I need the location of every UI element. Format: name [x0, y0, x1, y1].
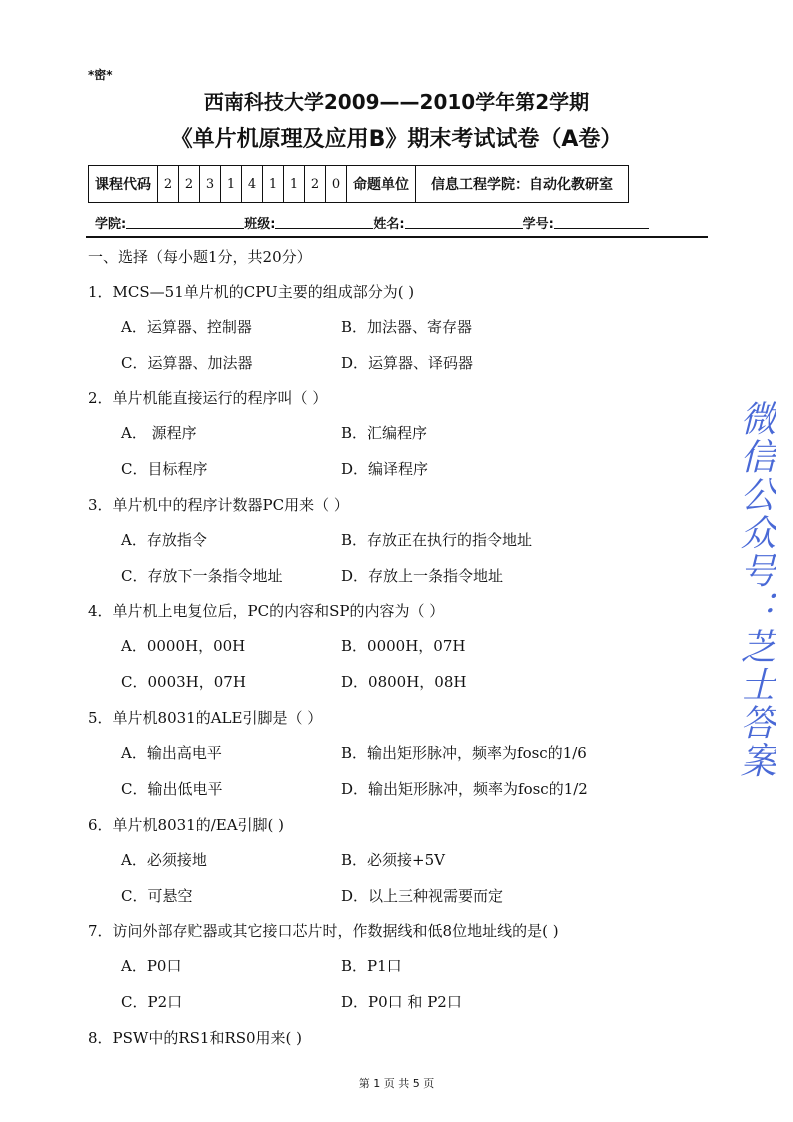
id-label: 学号:	[522, 217, 554, 232]
option-c: C．存放下一条指令地址	[121, 567, 283, 585]
option-b: B．0000H，07H	[341, 637, 466, 655]
code-digit: 1	[221, 166, 242, 203]
name-label: 姓名:	[373, 217, 405, 232]
code-digit: 3	[200, 166, 221, 203]
option-a: A．必须接地	[121, 851, 207, 869]
option-b: B．加法器、寄存器	[341, 318, 473, 336]
option-d: D．以上三种视需要而定	[341, 887, 504, 905]
code-digit: 2	[305, 166, 326, 203]
option-c: C．0003H，07H	[121, 673, 246, 691]
college-label: 学院:	[95, 217, 127, 232]
question-7: 7．访问外部存贮器或其它接口芯片时，作数据线和低8位地址线的是( )	[88, 922, 559, 940]
option-c: C．运算器、加法器	[121, 354, 253, 372]
option-b: B．存放正在执行的指令地址	[341, 531, 533, 549]
class-field[interactable]	[275, 213, 373, 229]
option-b: B．输出矩形脉冲，频率为fosc的1/6	[341, 744, 587, 762]
section-heading: 一、选择（每小题1分，共20分）	[88, 248, 312, 266]
code-digit: 4	[242, 166, 263, 203]
question-3: 3．单片机中的程序计数器PC用来（ ）	[88, 496, 349, 514]
watermark: 微信公众号：芝士答案	[735, 400, 776, 780]
code-digit: 1	[284, 166, 305, 203]
option-d: D．运算器、译码器	[341, 354, 474, 372]
option-d: D．输出矩形脉冲，频率为fosc的1/2	[341, 780, 588, 798]
question-6: 6．单片机8031的/EA引脚( )	[88, 816, 285, 834]
class-label: 班级:	[244, 217, 276, 232]
exam-subtitle: 《单片机原理及应用B》期末考试试卷（A卷）	[170, 127, 623, 152]
question-2: 2．单片机能直接运行的程序叫（ ）	[88, 389, 328, 407]
secret-mark: *密*	[88, 68, 113, 82]
option-b: B．P1口	[341, 957, 402, 975]
option-a: A．0000H，00H	[121, 637, 246, 655]
question-5: 5．单片机8031的ALE引脚是（ ）	[88, 709, 323, 727]
option-d: D．0800H，08H	[341, 673, 467, 691]
question-4: 4．单片机上电复位后，PC的内容和SP的内容为（ ）	[88, 602, 445, 620]
option-d: D．编译程序	[341, 460, 429, 478]
option-c: C．输出低电平	[121, 780, 223, 798]
page-footer: 第 1 页 共 5 页	[358, 1077, 435, 1090]
option-c: C．可悬空	[121, 887, 193, 905]
question-1: 1．MCS—51单片机的CPU主要的组成部分为( )	[88, 283, 415, 301]
question-8: 8．PSW中的RS1和RS0用来( )	[88, 1029, 303, 1047]
option-d: D．存放上一条指令地址	[341, 567, 504, 585]
option-a: A．输出高电平	[121, 744, 222, 762]
option-c: C．P2口	[121, 993, 183, 1011]
code-digit: 2	[158, 166, 179, 203]
option-d: D．P0口 和 P2口	[341, 993, 462, 1011]
code-digit: 2	[179, 166, 200, 203]
exam-title: 西南科技大学2009——2010学年第2学期	[203, 90, 590, 114]
option-c: C．目标程序	[121, 460, 208, 478]
unit-label: 命题单位	[347, 166, 416, 203]
divider	[86, 236, 708, 238]
college-field[interactable]	[126, 213, 244, 229]
unit-value: 信息工程学院：自动化教研室	[416, 166, 629, 203]
name-field[interactable]	[405, 213, 523, 229]
student-info	[95, 213, 649, 232]
option-a: A．存放指令	[121, 531, 207, 549]
option-a: A．运算器、控制器	[121, 318, 252, 336]
code-digit: 0	[326, 166, 347, 203]
code-digit: 1	[263, 166, 284, 203]
option-b: B．必须接+5V	[341, 851, 445, 869]
option-a: A．P0口	[121, 957, 182, 975]
course-info-table	[88, 165, 629, 203]
course-code-label: 课程代码	[89, 166, 158, 203]
option-a: A． 源程序	[121, 424, 197, 442]
option-b: B．汇编程序	[341, 424, 428, 442]
id-field[interactable]	[554, 213, 649, 229]
